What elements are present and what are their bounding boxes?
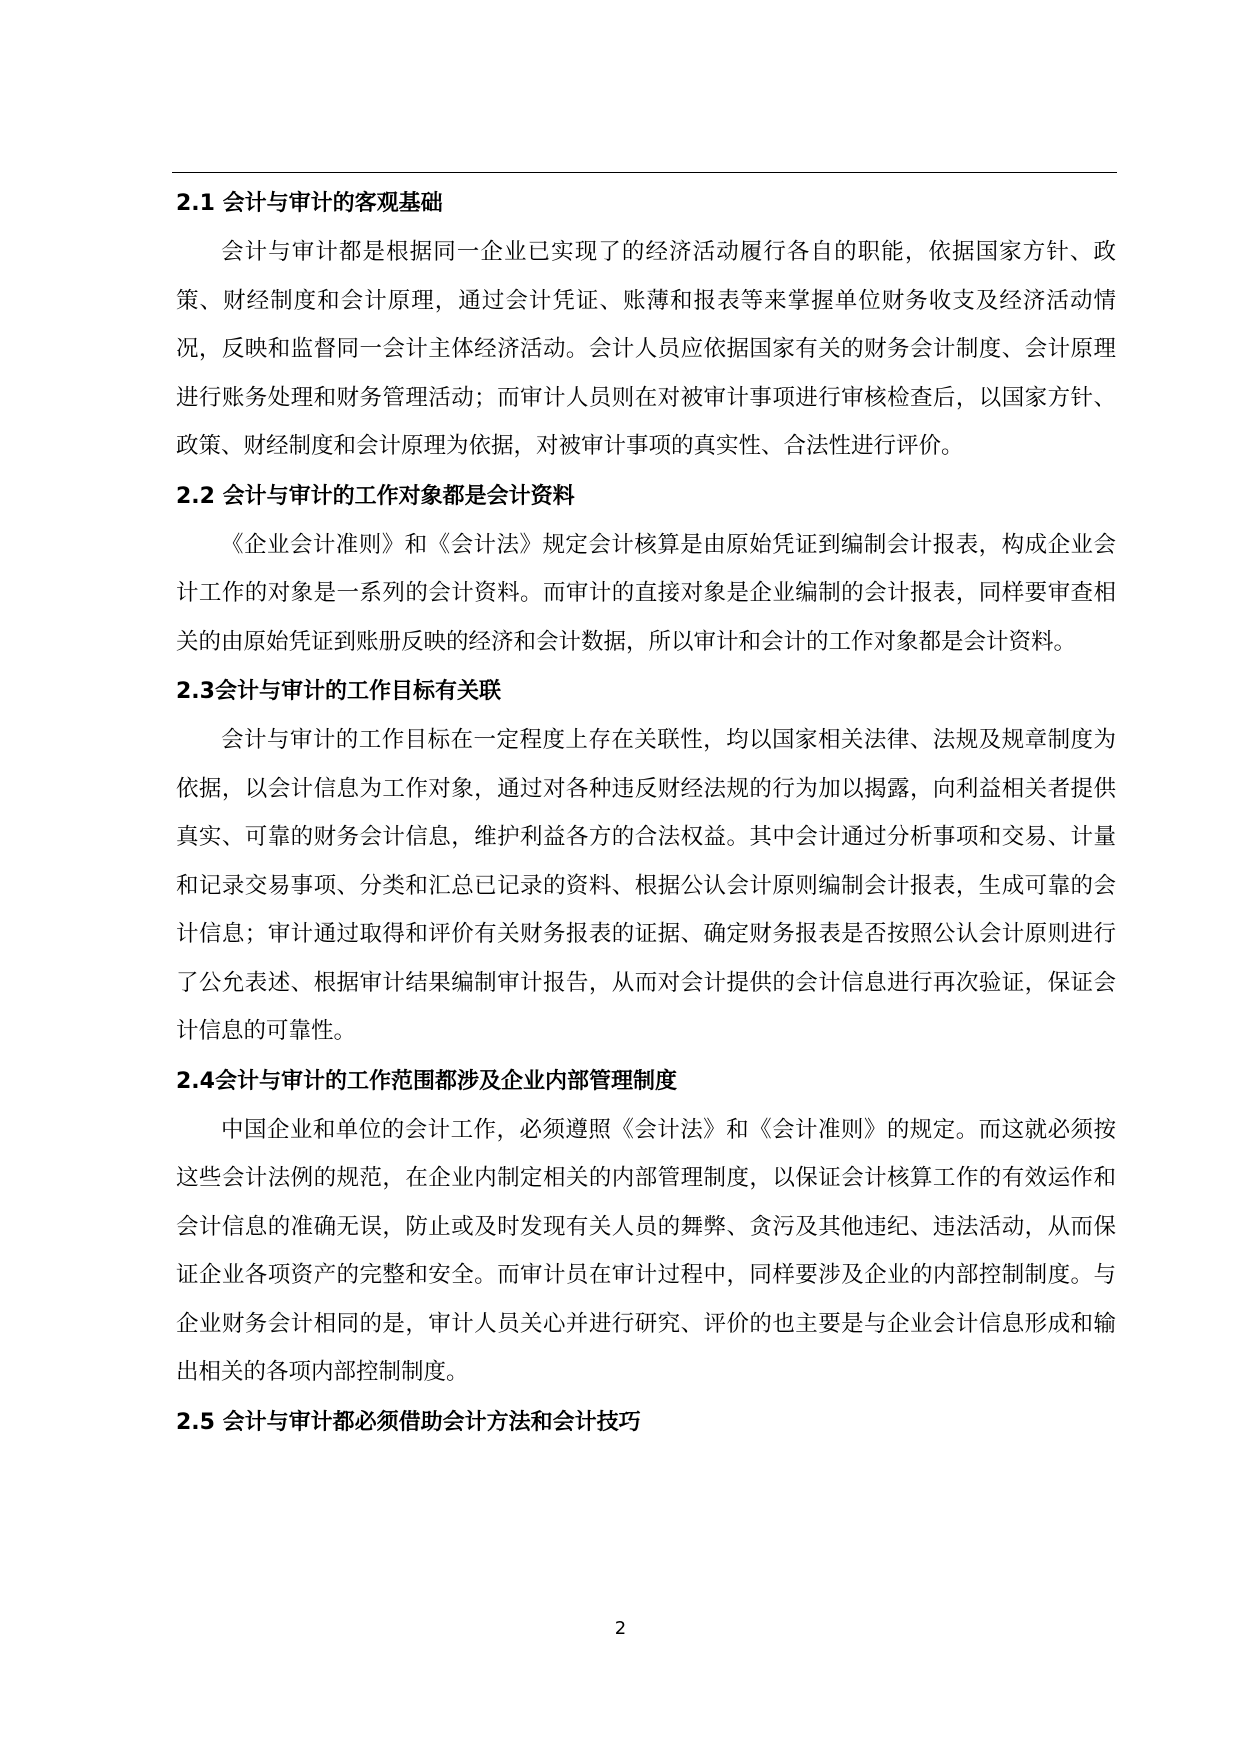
header-rule [172, 172, 1117, 173]
page-number: 2 [614, 1618, 627, 1639]
section-heading-2-3: 2.3会计与审计的工作目标有关联 [176, 679, 501, 704]
section-body-2-3: 会计与审计的工作目标在一定程度上存在关联性，均以国家相关法律、法规及规章制度为依据，以会计信息为工作对象，通过对各种违反财经法规的行为加以揭露，向利益相关者提供真实、可靠的财务会计信息，维护利益各方的合法权益。其中会计通过分析事项和交易、计量和记录交易事项、分类和汇总已记录的资料、根据公认会计原则编制会计报表，生成可靠的会计信息；审计通过取得和评价有关财务报表的证据、确定财务报表是否按照公认会计原则进行了公允表述、根据审计结果编制审计报告，从而对会计提供的会计信息进行再次验证，保证会计信息的可靠性。 [176, 727, 1116, 1044]
section-body-2-1: 会计与审计都是根据同一企业已实现了的经济活动履行各自的职能，依据国家方针、政策、财经制度和会计原理，通过会计凭证、账薄和报表等来掌握单位财务收支及经济活动情况，反映和监督同一会计主体经济活动。会计人员应依据国家有关的财务会计制度、会计原理进行账务处理和财务管理活动；而审计人员则在对被审计事项进行审核检查后，以国家方针、政策、财经制度和会计原理为依据，对被审计事项的真实性、合法性进行评价。 [176, 239, 1116, 459]
section-heading-2-1: 2.1 会计与审计的客观基础 [176, 191, 443, 216]
page-content [176, 178, 1116, 1447]
section-heading-2-4: 2.4会计与审计的工作范围都涉及企业内部管理制度 [176, 1068, 677, 1094]
section-body-2-4: 中国企业和单位的会计工作，必须遵照《会计法》和《会计准则》的规定。而这就必须按这些会计法例的规范，在企业内制定相关的内部管理制度，以保证会计核算工作的有效运作和会计信息的准确无误，防止或及时发现有关人员的舞弊、贪污及其他违纪、违法活动，从而保证企业各项资产的完整和安全。而审计员在审计过程中，同样要涉及企业的内部控制制度。与企业财务会计相同的是，审计人员关心并进行研究、评价的也主要是与企业会计信息形成和输出相关的各项内部控制制度。 [176, 1116, 1116, 1385]
section-heading-2-5: 2.5 会计与审计都必须借助会计方法和会计技巧 [176, 1409, 641, 1435]
section-body-2-2: 《企业会计准则》和《会计法》规定会计核算是由原始凭证到编制会计报表，构成企业会计工作的对象是一系列的会计资料。而审计的直接对象是企业编制的会计报表，同样要审查相关的由原始凭证到账册反映的经济和会计数据，所以审计和会计的工作对象都是会计资料。 [176, 531, 1116, 655]
section-heading-2-2: 2.2 会计与审计的工作对象都是会计资料 [176, 483, 575, 509]
